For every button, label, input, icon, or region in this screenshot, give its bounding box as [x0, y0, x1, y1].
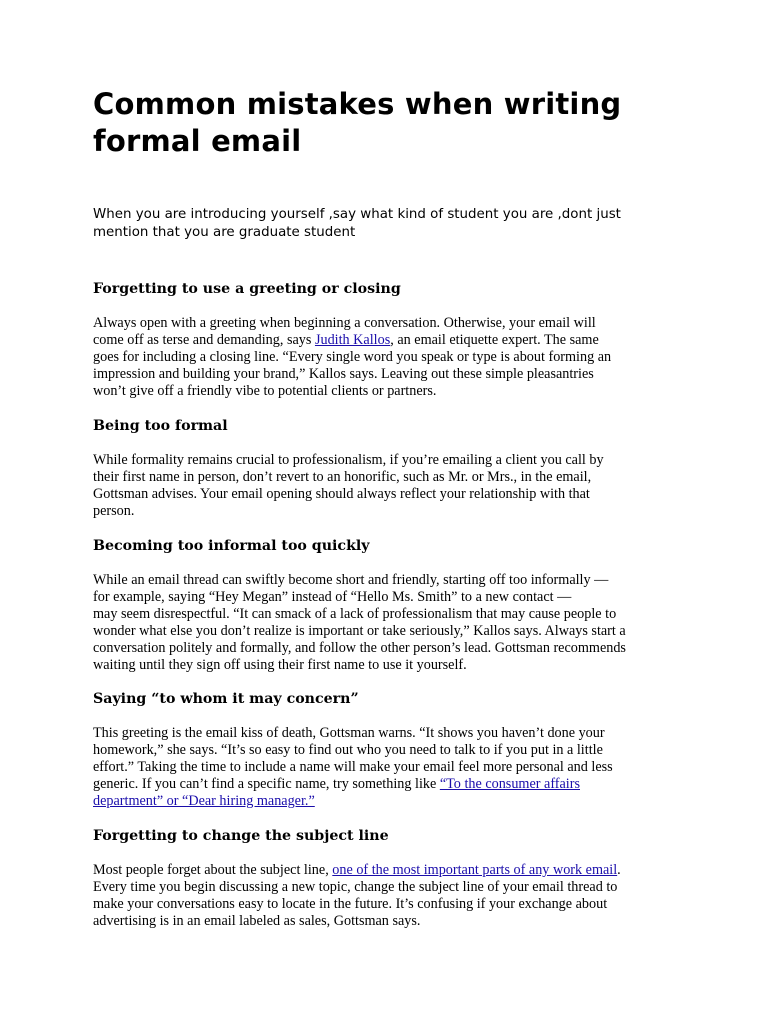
- section-paragraph: [93, 725, 683, 810]
- paragraph-line: [93, 469, 683, 486]
- line-text: generic. If you can’t find a specific name, try something like: [93, 776, 440, 792]
- line-text: , an email etiquette expert. The same: [390, 332, 599, 348]
- line-text: make your conversations easy to locate in the future. It’s confusing if your exchange about: [93, 896, 608, 912]
- section-heading: Being too formal: [93, 418, 228, 434]
- line-text: impression and building your brand,” Kallos says. Leaving out these simple pleasantries: [93, 366, 594, 382]
- paragraph-line: [93, 640, 683, 657]
- paragraph-line: [93, 742, 683, 759]
- line-text: may seem disrespectful. “It can smack of a lack of professionalism that may cause people to: [93, 606, 617, 622]
- paragraph-line: [93, 332, 683, 349]
- intro-line: When you are introducing yourself ,say what kind of student you are ,dont just: [93, 207, 621, 222]
- paragraph-line: [93, 503, 683, 520]
- paragraph-line: [93, 776, 683, 793]
- inline-link[interactable]: department” or “Dear hiring manager.”: [93, 793, 315, 809]
- paragraph-line: [93, 349, 683, 366]
- paragraph-line: [93, 623, 683, 640]
- inline-link[interactable]: Judith Kallos: [314, 332, 391, 348]
- line-text: conversation politely and formally, and follow the other person’s lead. Gottsman recommends: [93, 640, 626, 656]
- line-text: .: [617, 862, 621, 878]
- paragraph-line: [93, 725, 683, 742]
- line-text: person.: [93, 503, 135, 519]
- paragraph-line: [93, 589, 683, 606]
- paragraph-line: [93, 879, 683, 896]
- line-text: While an email thread can swiftly become short and friendly, starting off too informally —: [93, 572, 609, 588]
- line-text: Gottsman advises. Your email opening should always reflect your relationship with that: [93, 486, 590, 502]
- intro-line: mention that you are graduate student: [93, 225, 356, 240]
- title-line: formal email: [93, 124, 302, 158]
- line-text: effort.” Taking the time to include a name will make your email feel more personal and less: [93, 759, 613, 775]
- inline-link[interactable]: “To the consumer affairs: [439, 776, 580, 792]
- line-text: advertising is in an email labeled as sales, Gottsman says.: [93, 913, 421, 929]
- line-text: their first name in person, don’t revert to an honorific, such as Mr. or Mrs., in the email,: [93, 469, 592, 485]
- paragraph-line: [93, 383, 683, 400]
- paragraph-line: [93, 759, 683, 776]
- line-text: While formality remains crucial to professionalism, if you’re emailing a client you call by: [93, 452, 604, 468]
- line-text: come off as terse and demanding, says: [93, 332, 315, 348]
- intro-paragraph: [93, 206, 673, 242]
- paragraph-line: [93, 452, 683, 469]
- section-paragraph: [93, 452, 683, 520]
- paragraph-line: [93, 366, 683, 383]
- paragraph-line: [93, 913, 683, 930]
- paragraph-line: [93, 606, 683, 623]
- section-paragraph: [93, 862, 683, 930]
- paragraph-line: [93, 572, 683, 589]
- paragraph-line: [93, 896, 683, 913]
- paragraph-line: [93, 657, 683, 674]
- inline-link[interactable]: one of the most important parts of any work email: [332, 862, 618, 878]
- line-text: This greeting is the email kiss of death, Gottsman warns. “It shows you haven’t done your: [93, 725, 605, 741]
- title-line: Common mistakes when writing: [93, 87, 622, 121]
- document-title: [93, 86, 683, 160]
- section-paragraph: [93, 315, 683, 400]
- line-text: Always open with a greeting when beginning a conversation. Otherwise, your email will: [93, 315, 596, 331]
- paragraph-line: [93, 793, 683, 810]
- section-heading: Becoming too informal too quickly: [93, 538, 370, 554]
- line-text: Every time you begin discussing a new topic, change the subject line of your email thread to: [93, 879, 618, 895]
- section-paragraph: [93, 572, 683, 674]
- line-text: Most people forget about the subject line,: [93, 862, 333, 878]
- section-heading: Forgetting to change the subject line: [93, 828, 389, 844]
- line-text: wonder what else you don’t realize is important or take seriously,” Kallos says. Always start a: [93, 623, 626, 639]
- line-text: won’t give off a friendly vibe to potential clients or partners.: [93, 383, 437, 399]
- paragraph-line: [93, 486, 683, 503]
- paragraph-line: [93, 315, 683, 332]
- section-heading: Forgetting to use a greeting or closing: [93, 281, 401, 297]
- line-text: for example, saying “Hey Megan” instead of “Hello Ms. Smith” to a new contact —: [93, 589, 572, 605]
- line-text: goes for including a closing line. “Every single word you speak or type is about forming an: [93, 349, 612, 365]
- line-text: homework,” she says. “It’s so easy to find out who you need to talk to if you put in a little: [93, 742, 603, 758]
- section-heading: Saying “to whom it may concern”: [93, 691, 359, 707]
- line-text: waiting until they sign off using their first name to use it yourself.: [93, 657, 467, 673]
- paragraph-line: [93, 862, 683, 879]
